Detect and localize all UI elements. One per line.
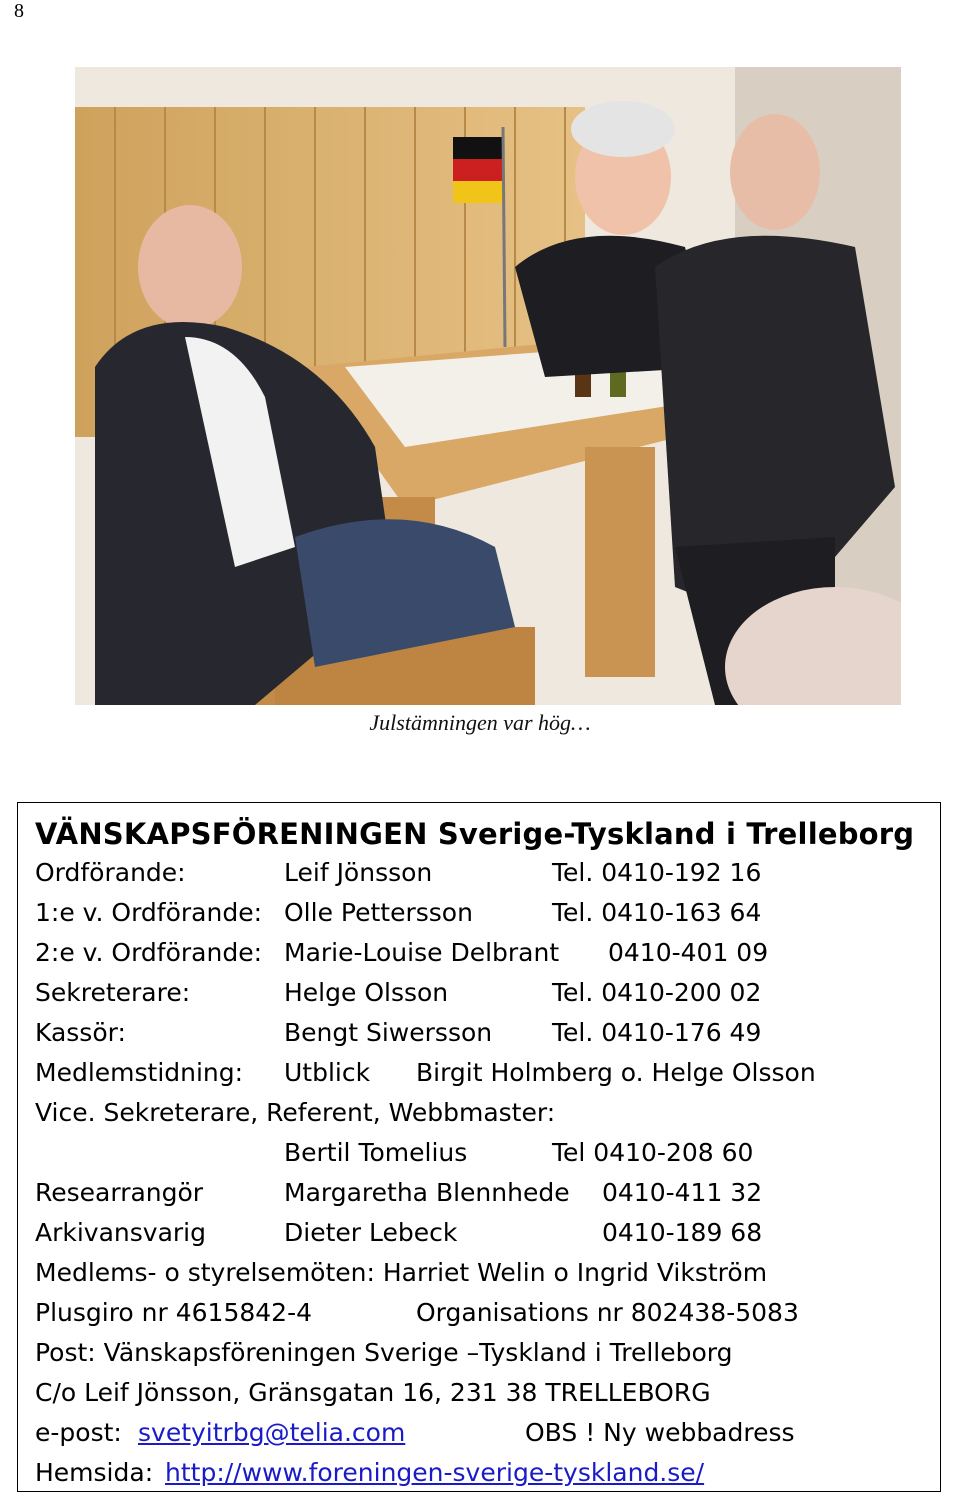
role-label: Sekreterare: [35, 978, 191, 1007]
homepage-label: Hemsida: [35, 1458, 154, 1487]
photo [75, 67, 901, 705]
role-label: Arkivansvarig [35, 1218, 206, 1247]
contact-name: Bengt Siwersson [284, 1018, 493, 1047]
contact-phone: Tel. 0410-192 16 [552, 858, 762, 887]
email-link[interactable]: svetyitrbg@telia.com [138, 1418, 406, 1447]
contact-phone: Tel. 0410-163 64 [552, 898, 762, 927]
page-number: 8 [14, 0, 24, 22]
postal-address: Post: Vänskapsföreningen Sverige –Tyskland i Trelleborg [35, 1338, 733, 1367]
magazine-name: Utblick [284, 1058, 371, 1087]
contact-name: Leif Jönsson [284, 858, 433, 887]
contact-phone: Tel. 0410-200 02 [552, 978, 762, 1007]
organisation-number: Organisations nr 802438-5083 [416, 1298, 799, 1327]
plusgiro: Plusgiro nr 4615842-4 [35, 1298, 313, 1327]
role-label: Researrangör [35, 1178, 204, 1207]
contact-name: Olle Pettersson [284, 898, 473, 927]
contact-name: Bertil Tomelius [284, 1138, 468, 1167]
care-of-address: C/o Leif Jönsson, Gränsgatan 16, 231 38 TRELLEBORG [35, 1378, 711, 1407]
contact-phone: 0410-189 68 [602, 1218, 763, 1247]
contact-name: Margaretha Blennhede [284, 1178, 570, 1207]
role-label: 1:e v. Ordförande: [35, 898, 263, 927]
meetings-line: Medlems- o styrelsemöten: Harriet Welin o Ingrid Vikström [35, 1258, 768, 1287]
obs-notice: OBS ! Ny webbadress [525, 1418, 795, 1447]
email-label: e-post: [35, 1418, 122, 1447]
contact-name: Dieter Lebeck [284, 1218, 458, 1247]
contact-name: Marie-Louise Delbrant [284, 938, 560, 967]
photo-image [75, 67, 901, 705]
role-label: Ordförande: [35, 858, 186, 887]
homepage-link[interactable]: http://www.foreningen-sverige-tyskland.se/ [165, 1458, 705, 1487]
contact-phone: Tel 0410-208 60 [552, 1138, 754, 1167]
contact-name: Helge Olsson [284, 978, 449, 1007]
contact-phone: 0410-411 32 [602, 1178, 763, 1207]
contact-phone: 0410-401 09 [608, 938, 769, 967]
contact-phone: Tel. 0410-176 49 [552, 1018, 762, 1047]
photo-caption: Julstämningen var hög… [369, 710, 591, 735]
role-label: Kassör: [35, 1018, 126, 1047]
vice-roles-line: Vice. Sekreterare, Referent, Webbmaster: [35, 1098, 556, 1127]
association-info-box [17, 802, 941, 1492]
association-title: VÄNSKAPSFÖRENINGEN Sverige-Tyskland i Trelleborg [35, 817, 915, 851]
role-label: 2:e v. Ordförande: [35, 938, 263, 967]
magazine-editors: Birgit Holmberg o. Helge Olsson [416, 1058, 816, 1087]
role-label: Medlemstidning: [35, 1058, 244, 1087]
